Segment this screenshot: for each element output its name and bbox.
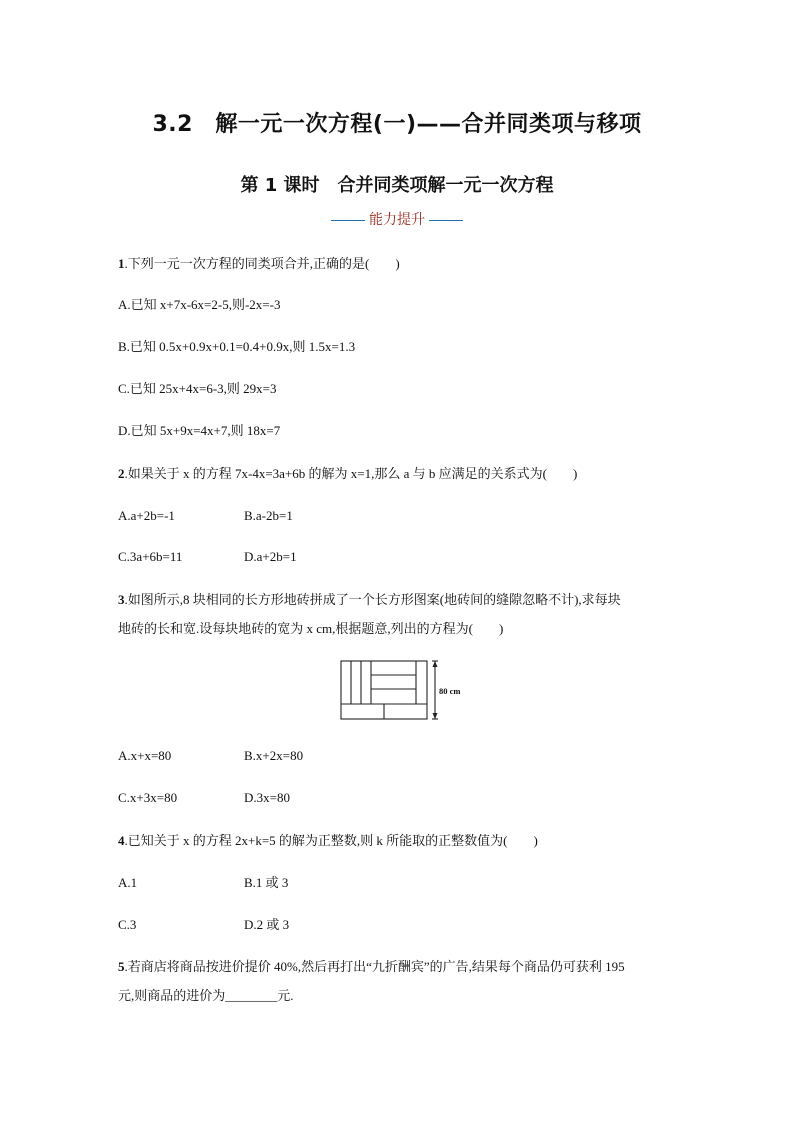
question-1-option-d: D.已知 5x+9x=4x+7,则 18x=7 bbox=[118, 423, 281, 438]
question-4-option-c: C.3 bbox=[118, 917, 137, 932]
dimension-label: 80 cm bbox=[439, 686, 461, 696]
question-text: .下列一元一次方程的同类项合并,正确的是( ) bbox=[124, 256, 400, 271]
arrow-up-icon bbox=[433, 661, 438, 667]
question-1-stem bbox=[118, 255, 400, 273]
question-4-option-d: D.2 或 3 bbox=[244, 917, 290, 932]
question-2-option-a: A.a+2b=-1 bbox=[118, 508, 175, 523]
question-text: .如图所示,8 块相同的长方形地砖拼成了一个长方形图案(地砖间的缝隙忽略不计),求每块 bbox=[124, 592, 621, 607]
page-title: 3.2 解一元一次方程(一)——合并同类项与移项 bbox=[152, 112, 642, 137]
section-heading bbox=[0, 209, 794, 229]
question-1-option-a: A.已知 x+7x-6x=2-5,则-2x=-3 bbox=[118, 297, 281, 312]
question-3-stem-line-2: 地砖的长和宽.设每块地砖的宽为 x cm,根据题意,列出的方程为( ) bbox=[118, 621, 504, 636]
question-3-option-d: D.3x=80 bbox=[244, 790, 290, 805]
question-4-option-b: B.1 或 3 bbox=[244, 875, 289, 890]
question-3-option-b: B.x+2x=80 bbox=[244, 748, 304, 763]
question-5-stem-line-1 bbox=[118, 958, 625, 976]
question-4-stem bbox=[118, 832, 538, 850]
section-rule-right bbox=[429, 220, 463, 221]
question-1-option-b: B.已知 0.5x+0.9x+0.1=0.4+0.9x,则 1.5x=1.3 bbox=[118, 339, 356, 354]
tile-diagram bbox=[340, 659, 470, 728]
question-number: 2 bbox=[118, 466, 125, 481]
question-5-stem-line-2: 元,则商品的进价为________元. bbox=[118, 988, 294, 1003]
question-2-stem bbox=[118, 465, 577, 483]
question-2-option-d: D.a+2b=1 bbox=[244, 549, 297, 564]
question-text: .如果关于 x 的方程 7x-4x=3a+6b 的解为 x=1,那么 a 与 b 应满足的关系式为( ) bbox=[124, 466, 578, 481]
lesson-subtitle: 第 1 课时 合并同类项解一元一次方程 bbox=[240, 175, 554, 196]
question-number: 5 bbox=[118, 959, 125, 974]
question-3-option-c: C.x+3x=80 bbox=[118, 790, 178, 805]
question-number: 3 bbox=[118, 592, 125, 607]
question-4-option-a: A.1 bbox=[118, 875, 138, 890]
question-2-option-c: C.3a+6b=11 bbox=[118, 549, 183, 564]
question-2-option-b: B.a-2b=1 bbox=[244, 508, 293, 523]
section-heading-text: 能力提升 bbox=[369, 212, 425, 228]
question-3-stem-line-1 bbox=[118, 591, 621, 609]
tile-diagram-svg bbox=[340, 659, 470, 723]
question-number: 4 bbox=[118, 833, 125, 848]
question-text: .若商店将商品按进价提价 40%,然后再打出“九折酬宾”的广告,结果每个商品仍可获利 195 bbox=[124, 959, 625, 974]
question-1-option-c: C.已知 25x+4x=6-3,则 29x=3 bbox=[118, 381, 277, 396]
question-3-option-a: A.x+x=80 bbox=[118, 748, 172, 763]
question-text: .已知关于 x 的方程 2x+k=5 的解为正整数,则 k 所能取的正整数值为( ) bbox=[124, 833, 538, 848]
question-number: 1 bbox=[118, 256, 125, 271]
arrow-down-icon bbox=[433, 713, 438, 719]
section-rule-left bbox=[331, 220, 365, 221]
